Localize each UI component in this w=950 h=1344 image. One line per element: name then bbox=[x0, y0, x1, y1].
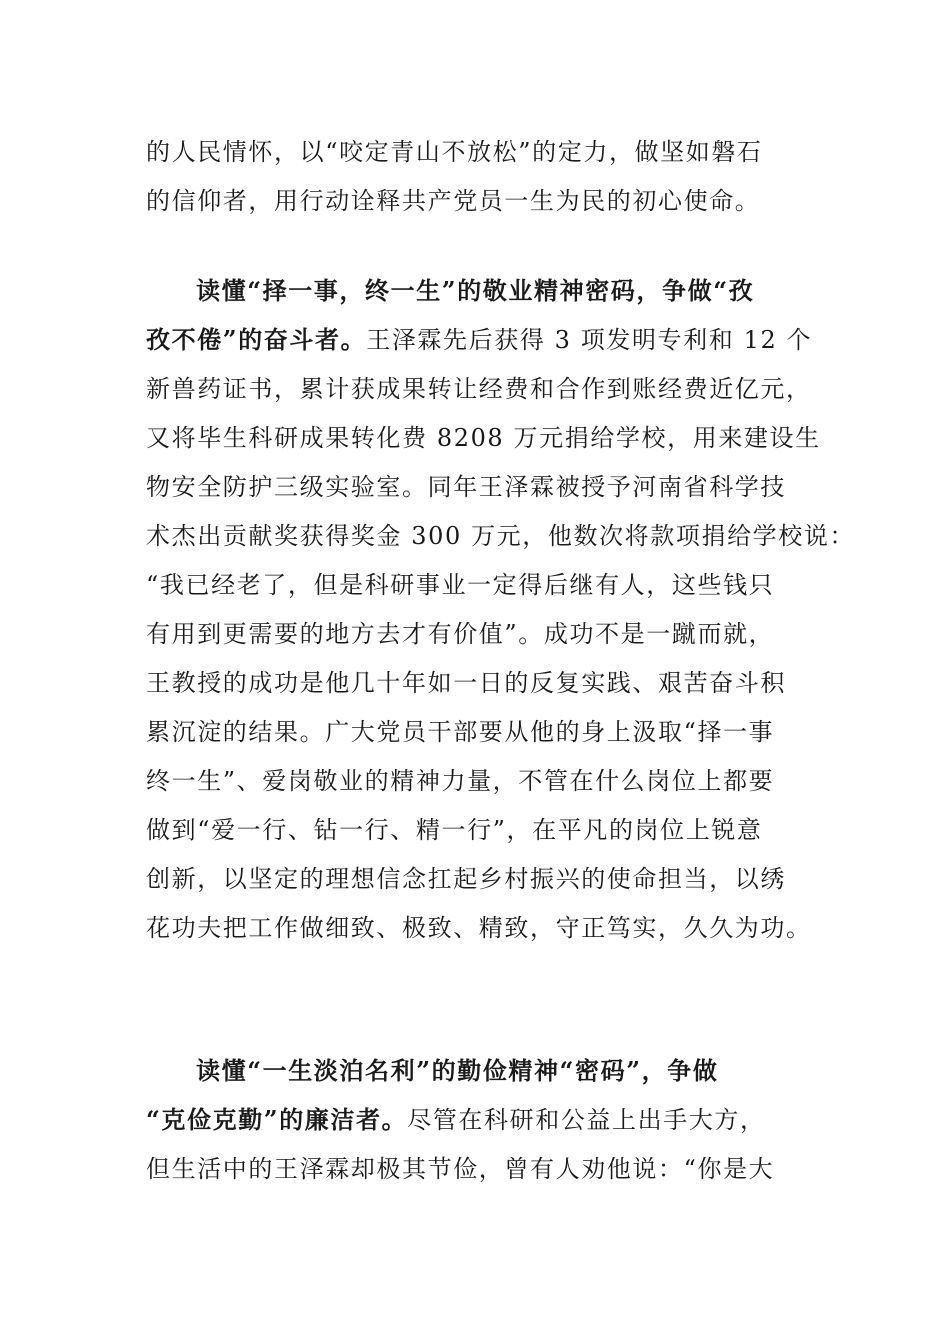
text-line: 新兽药证书，累计获成果转让经费和合作到账经费近亿元， bbox=[146, 375, 812, 403]
text-line: 花功夫把工作做细致、极致、精致，守正笃实，久久为功。 bbox=[146, 914, 812, 942]
section-heading-end: “克俭克勤”的廉洁者。 bbox=[146, 1105, 408, 1134]
text-line bbox=[146, 325, 812, 355]
text-line: 术杰出贡献奖获得奖金 300 万元，他数次将款项捐给学校说： bbox=[146, 522, 856, 550]
section-heading-end: 孜不倦”的奋斗者。 bbox=[146, 325, 367, 354]
text-line: 有用到更需要的地方去才有价值”。成功不是一蹴而就， bbox=[146, 620, 775, 648]
text-line: 王教授的成功是他几十年如一日的反复实践、艰苦奋斗积 bbox=[146, 669, 786, 697]
text-line: 但生活中的王泽霖却极其节俭，曾有人劝他说：“你是大 bbox=[146, 1155, 775, 1183]
text-line: 做到“爱一行、钻一行、精一行”，在平凡的岗位上锐意 bbox=[146, 816, 763, 844]
text-line: “我已经老了，但是科研事业一定得后继有人，这些钱只 bbox=[146, 571, 775, 599]
text-line bbox=[146, 1105, 766, 1135]
text-line: 又将毕生科研成果转化费 8208 万元捐给学校，用来建设生 bbox=[146, 424, 821, 452]
text-line: 创新，以坚定的理想信念扛起乡村振兴的使命担当，以绣 bbox=[146, 865, 786, 893]
text-line: 的信仰者，用行动诠释共产党员一生为民的初心使命。 bbox=[146, 187, 761, 215]
section-heading: 读懂“一生淡泊名利”的勤俭精神“密码”，争做 bbox=[196, 1056, 719, 1085]
text-line: 物安全防护三级实验室。同年王泽霖被授予河南省科学技 bbox=[146, 473, 786, 501]
text-run: 尽管在科研和公益上出手大方， bbox=[407, 1106, 766, 1134]
text-line: 的人民情怀，以“咬定青山不放松”的定力，做坚如磐石 bbox=[146, 138, 763, 166]
text-run: 王泽霖先后获得 3 项发明专利和 12 个 bbox=[366, 326, 813, 354]
text-line: 累沉淀的结果。广大党员干部要从他的身上汲取“择一事 bbox=[146, 718, 775, 746]
section-heading: 读懂“择一事，终一生”的敬业精神密码，争做“孜 bbox=[196, 276, 755, 305]
text-line: 终一生”、爱岗敬业的精神力量，不管在什么岗位上都要 bbox=[146, 767, 775, 795]
